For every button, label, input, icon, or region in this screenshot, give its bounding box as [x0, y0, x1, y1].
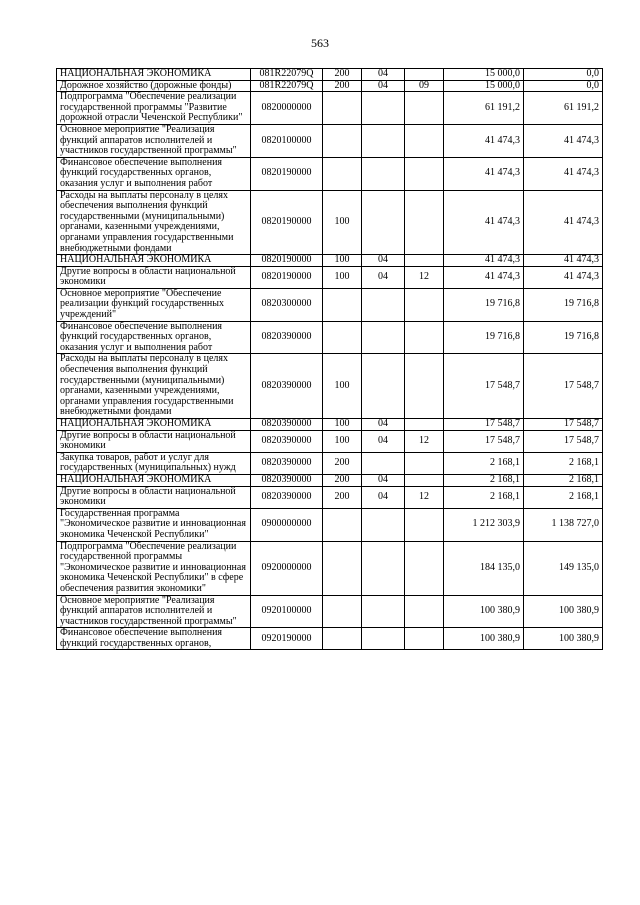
target-article-cell: 0920100000	[251, 595, 323, 628]
table-row	[57, 474, 603, 486]
amount-year1-cell: 41 474,3	[444, 124, 524, 157]
subsection-cell	[405, 124, 444, 157]
section-cell: 04	[362, 486, 405, 508]
target-article-cell: 0820390000	[251, 452, 323, 474]
subsection-cell	[405, 452, 444, 474]
amount-year2-cell: 19 716,8	[524, 321, 603, 354]
section-cell: 04	[362, 255, 405, 267]
amount-year2-cell: 2 168,1	[524, 486, 603, 508]
subsection-cell	[405, 288, 444, 321]
subsection-cell: 12	[405, 266, 444, 288]
row-name-cell: НАЦИОНАЛЬНАЯ ЭКОНОМИКА	[57, 255, 251, 267]
amount-year2-cell: 17 548,7	[524, 354, 603, 419]
row-name-cell: Финансовое обеспечение выполнения функций государственных органов, оказания услуг и выполнения работ	[57, 321, 251, 354]
target-article-cell: 0820390000	[251, 419, 323, 431]
subsection-cell	[405, 255, 444, 267]
row-name-cell: Финансовое обеспечение выполнения функций государственных органов,	[57, 628, 251, 650]
amount-year2-cell: 1 138 727,0	[524, 508, 603, 541]
expense-type-cell: 200	[323, 486, 362, 508]
expense-type-cell: 100	[323, 430, 362, 452]
table-row	[57, 354, 603, 419]
table-row	[57, 419, 603, 431]
amount-year2-cell: 17 548,7	[524, 430, 603, 452]
expense-type-cell: 200	[323, 452, 362, 474]
row-name-cell: Расходы на выплаты персоналу в целях обеспечения выполнения функций государственными (муниципальными) органами, казенными учреждениями, органами управления государственными внебюджетными фондами	[57, 354, 251, 419]
expense-type-cell: 200	[323, 80, 362, 92]
subsection-cell	[405, 595, 444, 628]
section-cell	[362, 92, 405, 125]
row-name-cell: Другие вопросы в области национальной экономики	[57, 266, 251, 288]
table-row	[57, 190, 603, 255]
target-article-cell: 0820390000	[251, 486, 323, 508]
subsection-cell	[405, 190, 444, 255]
row-name-cell: Закупка товаров, работ и услуг для государственных (муниципальных) нужд	[57, 452, 251, 474]
expense-type-cell	[323, 541, 362, 595]
section-cell	[362, 288, 405, 321]
subsection-cell	[405, 419, 444, 431]
subsection-cell	[405, 321, 444, 354]
row-name-cell: Другие вопросы в области национальной экономики	[57, 486, 251, 508]
expense-type-cell: 100	[323, 354, 362, 419]
table-body	[57, 69, 603, 650]
expense-type-cell	[323, 124, 362, 157]
amount-year2-cell: 41 474,3	[524, 266, 603, 288]
section-cell	[362, 452, 405, 474]
expense-type-cell	[323, 508, 362, 541]
page-number: 563	[311, 36, 329, 50]
amount-year1-cell: 100 380,9	[444, 595, 524, 628]
expense-type-cell	[323, 92, 362, 125]
amount-year2-cell: 17 548,7	[524, 419, 603, 431]
amount-year1-cell: 41 474,3	[444, 266, 524, 288]
subsection-cell: 12	[405, 430, 444, 452]
target-article-cell: 0820390000	[251, 474, 323, 486]
row-name-cell: Дорожное хозяйство (дорожные фонды)	[57, 80, 251, 92]
amount-year1-cell: 41 474,3	[444, 255, 524, 267]
expense-type-cell	[323, 628, 362, 650]
row-name-cell: Основное мероприятие "Обеспечение реализации функций государственных учреждений"	[57, 288, 251, 321]
amount-year1-cell: 61 191,2	[444, 92, 524, 125]
subsection-cell	[405, 354, 444, 419]
table-row	[57, 430, 603, 452]
amount-year2-cell: 41 474,3	[524, 190, 603, 255]
section-cell: 04	[362, 69, 405, 81]
table-row	[57, 595, 603, 628]
subsection-cell: 09	[405, 80, 444, 92]
section-cell: 04	[362, 266, 405, 288]
amount-year1-cell: 100 380,9	[444, 628, 524, 650]
budget-table	[56, 68, 603, 650]
row-name-cell: Подпрограмма "Обеспечение реализации государственной программы "Развитие дорожной отрасли Чеченской Республики"	[57, 92, 251, 125]
target-article-cell: 0820390000	[251, 430, 323, 452]
table-row	[57, 628, 603, 650]
target-article-cell: 0820300000	[251, 288, 323, 321]
amount-year2-cell: 41 474,3	[524, 255, 603, 267]
amount-year2-cell: 61 191,2	[524, 92, 603, 125]
row-name-cell: Финансовое обеспечение выполнения функций государственных органов, оказания услуг и выполнения работ	[57, 157, 251, 190]
expense-type-cell: 200	[323, 69, 362, 81]
table-row	[57, 541, 603, 595]
expense-type-cell: 100	[323, 266, 362, 288]
subsection-cell	[405, 474, 444, 486]
table-row	[57, 508, 603, 541]
row-name-cell: Расходы на выплаты персоналу в целях обеспечения выполнения функций государственными (муниципальными) органами, казенными учреждениями, органами управления государственными внебюджетными фондами	[57, 190, 251, 255]
amount-year1-cell: 2 168,1	[444, 474, 524, 486]
amount-year1-cell: 17 548,7	[444, 354, 524, 419]
row-name-cell: НАЦИОНАЛЬНАЯ ЭКОНОМИКА	[57, 69, 251, 81]
section-cell	[362, 595, 405, 628]
target-article-cell: 0820190000	[251, 255, 323, 267]
amount-year1-cell: 17 548,7	[444, 430, 524, 452]
amount-year1-cell: 19 716,8	[444, 288, 524, 321]
section-cell	[362, 157, 405, 190]
amount-year1-cell: 2 168,1	[444, 452, 524, 474]
row-name-cell: Основное мероприятие "Реализация функций аппаратов исполнителей и участников государственной программы"	[57, 124, 251, 157]
subsection-cell	[405, 92, 444, 125]
table-row	[57, 92, 603, 125]
subsection-cell	[405, 541, 444, 595]
target-article-cell: 0820390000	[251, 321, 323, 354]
section-cell: 04	[362, 430, 405, 452]
expense-type-cell	[323, 321, 362, 354]
target-article-cell: 0820390000	[251, 354, 323, 419]
row-name-cell: НАЦИОНАЛЬНАЯ ЭКОНОМИКА	[57, 474, 251, 486]
target-article-cell: 081R22079Q	[251, 80, 323, 92]
row-name-cell: Подпрограмма "Обеспечение реализации государственной программы "Экономическое развитие и инновационная экономика Чеченской Республики" в сфере обеспечения развития экономики"	[57, 541, 251, 595]
row-name-cell: Основное мероприятие "Реализация функций аппаратов исполнителей и участников государственной программы"	[57, 595, 251, 628]
amount-year1-cell: 41 474,3	[444, 157, 524, 190]
expense-type-cell	[323, 288, 362, 321]
amount-year1-cell: 17 548,7	[444, 419, 524, 431]
amount-year1-cell: 1 212 303,9	[444, 508, 524, 541]
amount-year2-cell: 100 380,9	[524, 595, 603, 628]
section-cell	[362, 321, 405, 354]
amount-year2-cell: 2 168,1	[524, 474, 603, 486]
target-article-cell: 0920190000	[251, 628, 323, 650]
section-cell: 04	[362, 80, 405, 92]
subsection-cell	[405, 628, 444, 650]
section-cell	[362, 354, 405, 419]
expense-type-cell: 100	[323, 419, 362, 431]
target-article-cell: 081R22079Q	[251, 69, 323, 81]
amount-year1-cell: 184 135,0	[444, 541, 524, 595]
subsection-cell	[405, 157, 444, 190]
amount-year2-cell: 2 168,1	[524, 452, 603, 474]
section-cell	[362, 190, 405, 255]
target-article-cell: 0820100000	[251, 124, 323, 157]
amount-year1-cell: 41 474,3	[444, 190, 524, 255]
section-cell: 04	[362, 419, 405, 431]
section-cell: 04	[362, 474, 405, 486]
table-row	[57, 124, 603, 157]
table-row	[57, 486, 603, 508]
amount-year1-cell: 2 168,1	[444, 486, 524, 508]
expense-type-cell: 100	[323, 255, 362, 267]
expense-type-cell: 200	[323, 474, 362, 486]
section-cell	[362, 541, 405, 595]
row-name-cell: НАЦИОНАЛЬНАЯ ЭКОНОМИКА	[57, 419, 251, 431]
table-row	[57, 288, 603, 321]
table-row	[57, 321, 603, 354]
target-article-cell: 0820000000	[251, 92, 323, 125]
row-name-cell: Государственная программа "Экономическое развитие и инновационная экономика Чеченской Республики"	[57, 508, 251, 541]
amount-year2-cell: 0,0	[524, 69, 603, 81]
subsection-cell	[405, 508, 444, 541]
amount-year2-cell: 149 135,0	[524, 541, 603, 595]
target-article-cell: 0820190000	[251, 190, 323, 255]
table-row	[57, 157, 603, 190]
amount-year1-cell: 15 000,0	[444, 69, 524, 81]
amount-year1-cell: 19 716,8	[444, 321, 524, 354]
target-article-cell: 0820190000	[251, 266, 323, 288]
target-article-cell: 0920000000	[251, 541, 323, 595]
expense-type-cell	[323, 157, 362, 190]
expense-type-cell: 100	[323, 190, 362, 255]
amount-year1-cell: 15 000,0	[444, 80, 524, 92]
subsection-cell	[405, 69, 444, 81]
section-cell	[362, 124, 405, 157]
amount-year2-cell: 19 716,8	[524, 288, 603, 321]
subsection-cell: 12	[405, 486, 444, 508]
table-row	[57, 266, 603, 288]
amount-year2-cell: 100 380,9	[524, 628, 603, 650]
row-name-cell: Другие вопросы в области национальной экономики	[57, 430, 251, 452]
section-cell	[362, 628, 405, 650]
table-row	[57, 452, 603, 474]
amount-year2-cell: 41 474,3	[524, 157, 603, 190]
amount-year2-cell: 0,0	[524, 80, 603, 92]
target-article-cell: 0820190000	[251, 157, 323, 190]
section-cell	[362, 508, 405, 541]
table-row	[57, 69, 603, 81]
target-article-cell: 0900000000	[251, 508, 323, 541]
expense-type-cell	[323, 595, 362, 628]
table-row	[57, 80, 603, 92]
table-row	[57, 255, 603, 267]
amount-year2-cell: 41 474,3	[524, 124, 603, 157]
